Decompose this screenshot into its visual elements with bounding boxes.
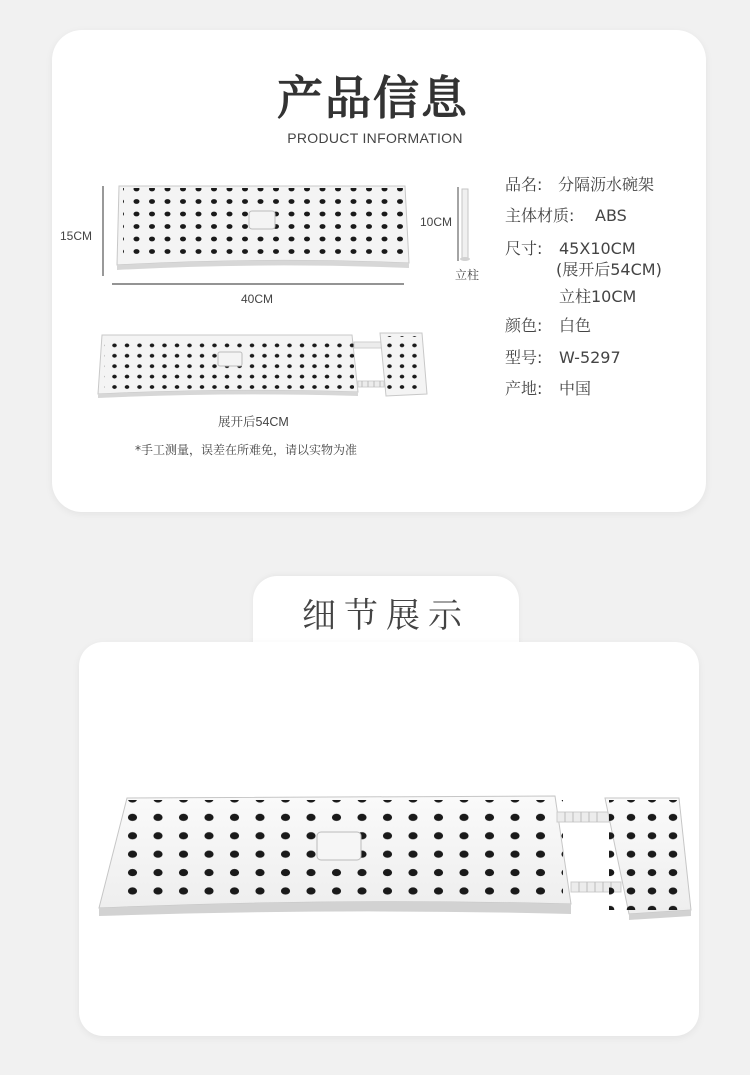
spec-row-model: 型号: W-5297: [505, 348, 621, 367]
height-dimension-label: 15CM: [60, 229, 93, 243]
spec-row-size-expanded: (展开后54CM): [556, 260, 662, 279]
spec-row-origin: 产地: 中国: [505, 379, 592, 398]
spec-row-name: 品名: 分隔沥水碗架: [505, 175, 655, 194]
measurement-note: *手工测量，误差在所难免，请以实物为准: [135, 443, 358, 457]
post-image: [455, 185, 479, 265]
spec-row-color: 颜色: 白色: [505, 316, 592, 335]
post-height-label: 10CM: [420, 215, 453, 229]
product-info-title: 产品信息: [277, 71, 469, 125]
product-info-subtitle: PRODUCT INFORMATION: [287, 130, 463, 146]
detail-title: 细节展示: [302, 596, 470, 636]
width-dimension-label: 40CM: [241, 292, 274, 306]
expanded-rack-image: [96, 330, 431, 402]
expanded-caption: 展开后54CM: [218, 415, 289, 429]
spec-row-size: 尺寸: 45X10CM: [505, 239, 636, 258]
drain-rack-panel-image: [113, 183, 413, 271]
width-dimension-line: [110, 279, 410, 291]
detail-rack-image: [95, 790, 695, 920]
spec-row-material: 主体材质: ABS: [505, 206, 627, 225]
post-label: 立柱: [455, 268, 480, 282]
spec-row-post: 立柱10CM: [559, 287, 637, 306]
